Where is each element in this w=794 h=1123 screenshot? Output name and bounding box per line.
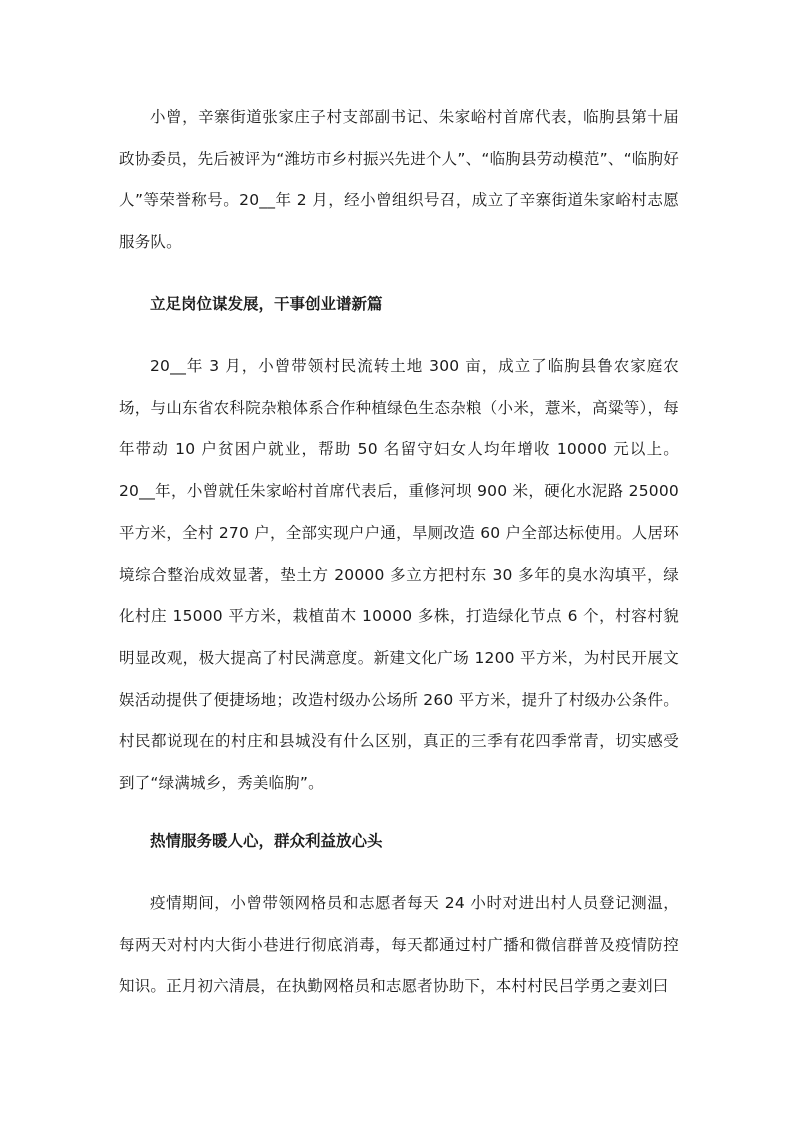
service-paragraph: 疫情期间，小曾带领网格员和志愿者每天 24 小时对进出村人员登记测温，每两天对村内大街小巷进行彻底消毒，每天都通过村广播和微信群普及疫情防控知识。正月初六清晨，在执勤网格员和志愿者协助下，本村村民吕学勇之妻刘曰 [119, 894, 679, 996]
section-heading-service: 热情服务暖人心，群众利益放心头 [150, 832, 383, 850]
intro-paragraph: 小曾，辛寨街道张家庄子村支部副书记、朱家峪村首席代表，临朐县第十届政协委员，先后被评为“潍坊市乡村振兴先进个人”、“临朐县劳动模范”、“临朐好人”等荣誉称号。20__年 2 月，经小曾组织号召，成立了辛寨街道朱家峪村志愿服务队。 [119, 108, 679, 252]
section-heading-development: 立足岗位谋发展，干事创业谱新篇 [150, 295, 383, 313]
development-paragraph: 20__年 3 月，小曾带领村民流转土地 300 亩，成立了临朐县鲁农家庭农场，与山东省农科院杂粮体系合作种植绿色生态杂粮（小米，薏米，高粱等），每年带动 10 户贫困户就业，帮助 50 名留守妇女人均年增收 10000 元以上。20__年，小曾就任朱家峪村首席代表后，重修河坝 900 米，硬化水泥路 25000 平方米，全村 270 户，全部实现户户通，旱厕改造 60 户全部达标使用。人居环境综合整治成效显著，垫土方 20000 多立方把村东 30 多年的臭水沟填平，绿化村庄 15000 平方米，栽植苗木 10000 多株，打造绿化节点 6 个，村容村貌明显改观，极大提高了村民满意度。新建文化广场 1200 平方米，为村民开展文娱活动提供了便捷场地；改造村级办公场所 260 平方米，提升了村级办公条件。村民都说现在的村庄和县城没有什么区别，真正的三季有花四季常青，切实感受到了“绿满城乡，秀美临朐”。 [119, 357, 679, 793]
